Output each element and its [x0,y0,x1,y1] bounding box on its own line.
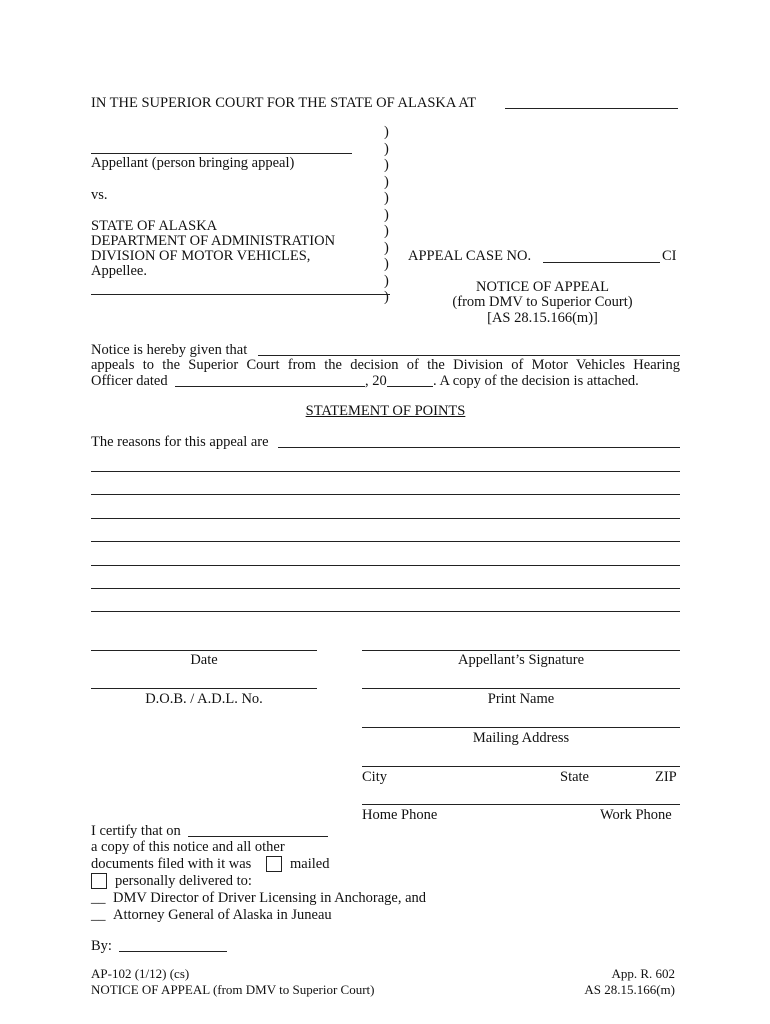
mailing-address-field[interactable] [362,727,680,728]
phone-field[interactable] [362,804,680,805]
filed-line: documents filed with it was [91,856,252,872]
recipient-2-blank[interactable]: __ [91,907,106,923]
print-name-label: Print Name [487,691,555,707]
form-title: NOTICE OF APPEAL (from DMV to Superior Court) [91,982,375,997]
paren: ) [384,223,389,239]
paren: ) [384,206,389,223]
paren: ) [384,140,389,157]
reasons-line[interactable] [91,494,680,495]
notice-line-3b: , 20 [365,373,387,389]
document-statute: [AS 28.15.166(m)] [487,310,598,326]
paren: ) [384,289,389,305]
recipient-2-label: Attorney General of Alaska in Juneau [113,907,332,923]
paren: ) [384,272,389,289]
appellant-signature-field[interactable] [362,650,680,651]
caption-parens [384,124,396,306]
reasons-line[interactable] [91,565,680,566]
personally-delivered-checkbox[interactable] [91,873,107,889]
recipient-1-blank[interactable]: __ [91,890,106,906]
reasons-label: The reasons for this appeal are [91,434,269,450]
mailed-checkbox[interactable] [266,856,282,872]
footer-statute: AS 28.15.166(m) [584,982,675,997]
notice-line-3c: . A copy of the decision is attached. [433,373,639,389]
dob-adl-field[interactable] [91,688,317,689]
date-label: Date [190,652,218,668]
reasons-line[interactable] [91,611,680,612]
service-date-field[interactable] [188,836,328,837]
reasons-line[interactable] [91,471,680,472]
case-no-suffix: CI [662,248,677,264]
appellant-name-field[interactable] [91,153,352,154]
personally-delivered-label: personally delivered to: [115,873,252,889]
appellant-label: Appellant (person bringing appeal) [91,155,295,171]
city-label: City [362,769,387,785]
appellee-line: Appellee. [91,263,147,279]
recipient-1-label: DMV Director of Driver Licensing in Anchorage, and [113,890,427,906]
work-phone-label: Work Phone [600,807,672,823]
appellant-notice-field[interactable] [258,355,680,356]
form-number: AP-102 (1/12) (cs) [91,966,190,981]
notice-line-2: appeals to the Superior Court from the decision of the Division of Motor Vehicles Hearing [91,357,680,373]
appellee-line: STATE OF ALASKA [91,218,218,234]
caption-bottom-rule [91,294,390,295]
court-location-field[interactable] [505,108,678,109]
case-no-label: APPEAL CASE NO. [408,248,532,264]
paren: ) [384,124,389,140]
paren: ) [384,239,389,256]
appellant-signature-label: Appellant’s Signature [457,652,585,668]
notice-line-1: Notice is hereby given that [91,342,248,358]
reasons-line[interactable] [91,541,680,542]
date-field[interactable] [91,650,317,651]
appellee-line: DEPARTMENT OF ADMINISTRATION [91,233,336,249]
paren: ) [384,157,389,173]
appellee-line: DIVISION OF MOTOR VEHICLES, [91,248,311,264]
home-phone-label: Home Phone [362,807,438,823]
dob-adl-label: D.O.B. / A.D.L. No. [145,691,263,707]
reasons-line[interactable] [91,518,680,519]
copy-line: a copy of this notice and all other [91,839,285,855]
paren: ) [384,190,389,206]
state-label: State [560,769,589,785]
by-label: By: [91,938,112,954]
court-title: IN THE SUPERIOR COURT FOR THE STATE OF ALASKA AT [91,95,477,111]
mailing-address-label: Mailing Address [472,730,570,746]
reasons-field[interactable] [278,447,680,448]
mailed-label: mailed [290,856,330,872]
appellate-rule: App. R. 602 [611,966,675,981]
zip-label: ZIP [655,769,677,785]
city-state-zip-field[interactable] [362,766,680,767]
print-name-field[interactable] [362,688,680,689]
statement-heading: STATEMENT OF POINTS [305,403,466,419]
certify-label: I certify that on [91,823,181,839]
by-signature-field[interactable] [119,951,227,952]
document-title: NOTICE OF APPEAL [476,279,609,295]
versus-label: vs. [91,187,108,203]
reasons-line[interactable] [91,588,680,589]
document-subtitle: (from DMV to Superior Court) [452,294,633,310]
hearing-year-field[interactable] [387,386,433,387]
case-no-field[interactable] [543,262,660,263]
hearing-date-field[interactable] [175,386,365,387]
paren: ) [384,173,389,190]
notice-line-3a: Officer dated [91,373,168,389]
paren: ) [384,256,389,272]
